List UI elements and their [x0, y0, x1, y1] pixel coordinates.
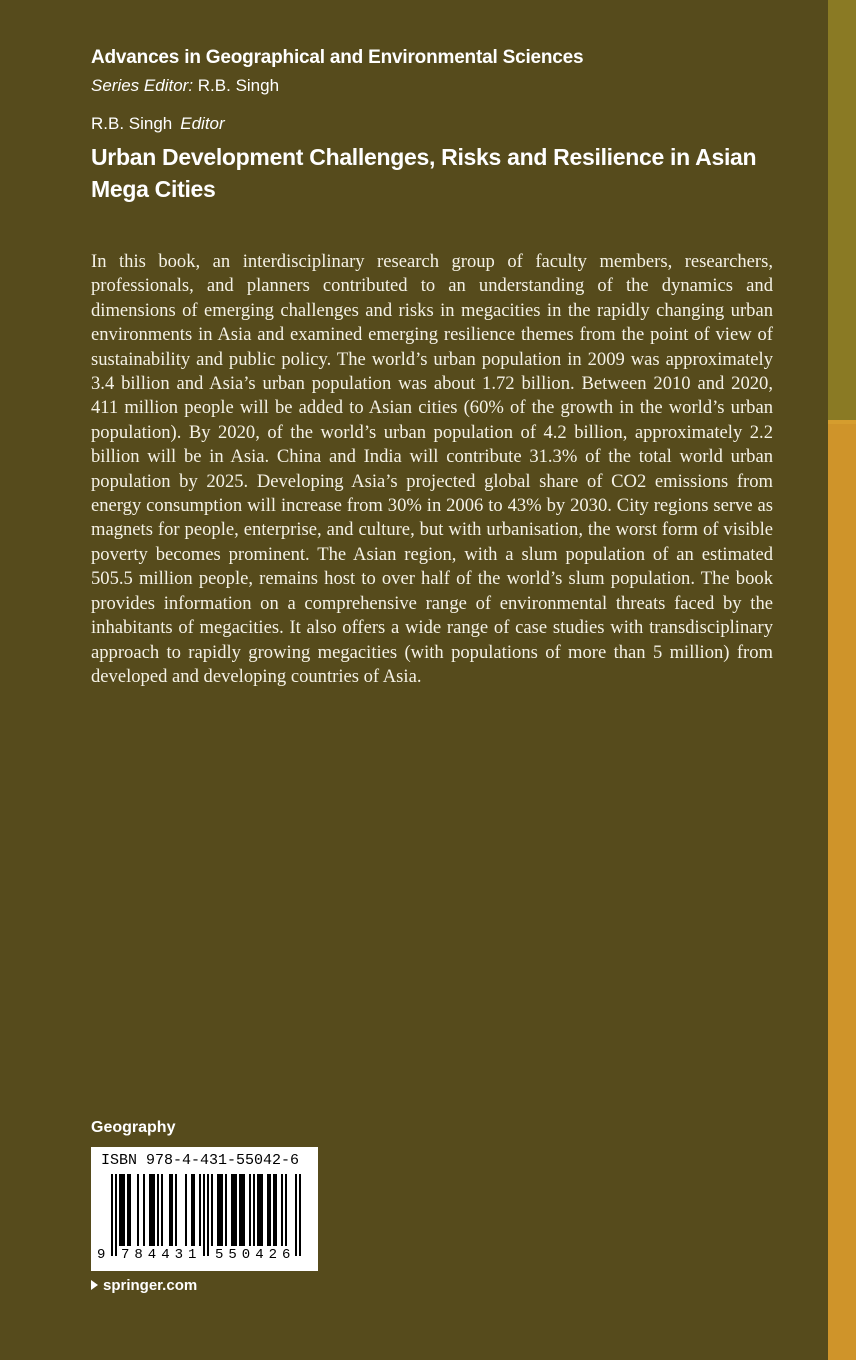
barcode-bar — [119, 1174, 121, 1246]
barcode-bar — [123, 1174, 125, 1246]
publisher-website-text: springer.com — [103, 1277, 198, 1294]
barcode-bar — [203, 1174, 205, 1256]
barcode-bar — [249, 1174, 251, 1246]
barcode-bar — [157, 1174, 159, 1246]
barcode-bar — [261, 1174, 263, 1246]
book-editor-role: Editor — [180, 114, 225, 133]
barcode-bar — [253, 1174, 255, 1246]
barcode-bar — [185, 1174, 187, 1246]
barcode-bar — [221, 1174, 223, 1246]
barcode-bar — [275, 1174, 277, 1246]
book-title: Urban Development Challenges, Risks and Resilience in Asian Mega Cities — [91, 144, 757, 202]
series-editor — [91, 76, 279, 96]
barcode-bar — [153, 1174, 155, 1246]
spine-edge — [828, 0, 856, 1360]
barcode-bar — [269, 1174, 271, 1246]
barcode-bar — [241, 1174, 243, 1246]
barcode-bar — [175, 1174, 177, 1246]
series-editor-role: Series Editor: — [91, 76, 194, 95]
book-editor-name: R.B. Singh — [91, 114, 173, 133]
barcode-bar — [299, 1174, 301, 1256]
barcode-bar — [235, 1174, 237, 1246]
barcode-bar — [239, 1174, 241, 1246]
barcode-bar — [171, 1174, 173, 1246]
barcode-bar — [243, 1174, 245, 1246]
barcode-right-digits: 550426 — [215, 1247, 296, 1263]
barcode-bar — [267, 1174, 269, 1246]
barcode-bar — [149, 1174, 151, 1246]
subject-category: Geography — [91, 1119, 176, 1136]
barcode-bar — [115, 1174, 117, 1256]
isbn-label: ISBN 978-4-431-55042-6 — [101, 1152, 300, 1169]
barcode-bar — [121, 1174, 123, 1246]
barcode-bar — [259, 1174, 261, 1246]
series-title: Advances in Geographical and Environmental Sciences — [91, 47, 584, 68]
isbn-barcode — [91, 1147, 318, 1271]
barcode-bar — [151, 1174, 153, 1246]
barcode-bar — [233, 1174, 235, 1246]
publisher-website-link[interactable] — [91, 1277, 197, 1294]
barcode-bar — [111, 1174, 113, 1256]
barcode-bar — [193, 1174, 195, 1246]
barcode-bar — [225, 1174, 227, 1246]
barcode-bar — [127, 1174, 129, 1246]
series-editor-name: R.B. Singh — [197, 76, 280, 95]
barcode-lead-digit: 9 — [97, 1247, 106, 1263]
spine-gold-band — [828, 424, 856, 1360]
barcode-bar — [161, 1174, 163, 1246]
barcode-bar — [211, 1174, 213, 1246]
barcode-bar — [285, 1174, 287, 1246]
barcode-bar — [129, 1174, 131, 1246]
book-description: In this book, an interdisciplinary research group of faculty members, researchers, professionals, and planners contributed to an understanding of the dynamics and dimensions of emerging challenges and risks in megacities in the rapidly changing urban environments in Asia and examined emerging resilience themes from the point of view of sustainability and public policy. The world’s urban population in 2009 was approximately 3.4 billion and Asia’s urban population was about 1.72 billion. Between 2010 and 2020, 411 million people will be added to Asian cities (60% of the growth in the world’s urban population). By 2020, of the world’s urban population of 4.2 billion, approximately 2.2 billion will be in Asia. China and India will contribute 31.3% of the total world urban population by 2025. Developing Asia’s projected global share of CO2 emissions from energy consumption will increase from 30% in 2006 to 43% by 2030. City regions serve as magnets for people, enterprise, and culture, but with urbanisation, the worst form of visible poverty becomes prominent. The Asian region, with a slum population of an estimated 505.5 million people, remains host to over half of the world’s slum population. The book provides information on a comprehensive range of environmental threats faced by the inhabitants of megacities. It also offers a wide range of case studies with transdisciplinary approach to rapidly growing megacities (with populations of more than 5 million) from developed and developing countries of Asia. — [91, 251, 773, 687]
arrow-right-icon — [91, 1280, 98, 1290]
book-editor — [91, 114, 225, 134]
barcode-left-digits: 784431 — [121, 1247, 202, 1263]
barcode-bar — [169, 1174, 171, 1246]
barcode-bar — [281, 1174, 283, 1246]
barcode-bar — [217, 1174, 219, 1246]
barcode-bar — [207, 1174, 209, 1256]
barcode-bar — [295, 1174, 297, 1256]
barcode-bar — [143, 1174, 145, 1246]
barcode-bar — [257, 1174, 259, 1246]
barcode-bar — [199, 1174, 201, 1246]
barcode-bar — [191, 1174, 193, 1246]
barcode-bar — [137, 1174, 139, 1246]
barcode-bar — [273, 1174, 275, 1246]
barcode-bar — [231, 1174, 233, 1246]
barcode-bar — [219, 1174, 221, 1246]
